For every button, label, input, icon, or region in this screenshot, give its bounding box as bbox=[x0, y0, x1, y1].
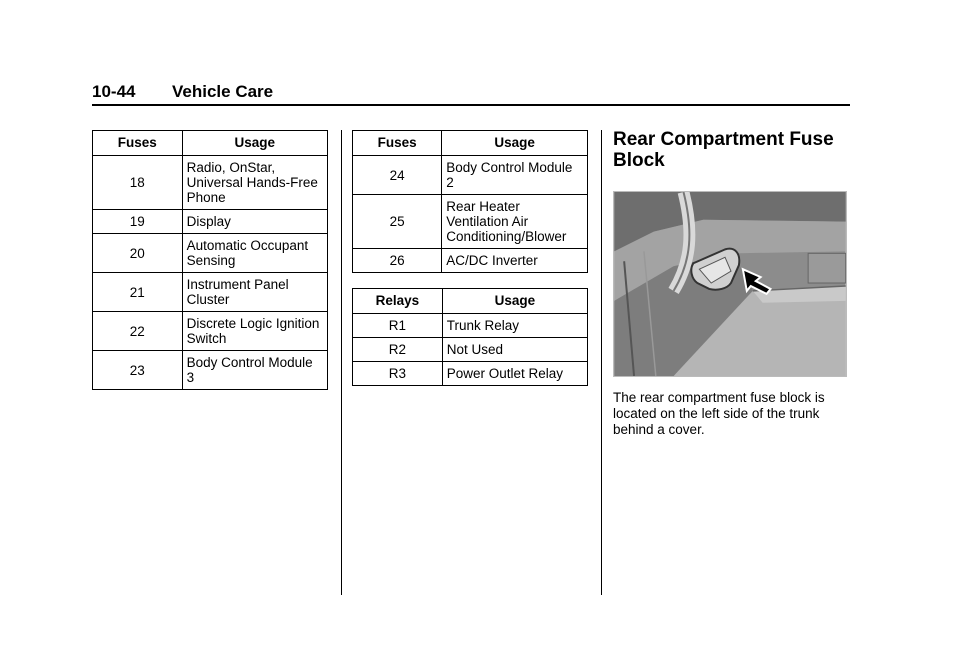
column-header-usage: Usage bbox=[182, 131, 327, 156]
row-usage-cell: Display bbox=[182, 210, 327, 234]
column-header-fuses: Fuses bbox=[93, 131, 183, 156]
column-header-relays: Relays bbox=[353, 289, 443, 314]
body-paragraph: The rear compartment fuse block is located on the left side of the trunk behind a cover. bbox=[613, 390, 825, 437]
table-row bbox=[93, 210, 328, 234]
row-number-cell: R1 bbox=[353, 314, 443, 338]
table-row bbox=[353, 362, 588, 386]
row-number-cell: 20 bbox=[93, 234, 183, 273]
table-row bbox=[353, 249, 588, 273]
column-divider-right bbox=[601, 130, 602, 595]
trunk-fuse-block-photo bbox=[613, 191, 847, 377]
row-number-cell: 23 bbox=[93, 351, 183, 390]
page-number: 10-44 bbox=[92, 82, 136, 101]
table-row bbox=[353, 195, 588, 249]
table-row bbox=[93, 234, 328, 273]
row-number-cell: 19 bbox=[93, 210, 183, 234]
table-row bbox=[93, 351, 328, 390]
column-header-fuses: Fuses bbox=[353, 131, 442, 156]
table-header-row bbox=[353, 289, 588, 314]
row-usage-cell: Body Control Module 3 bbox=[182, 351, 327, 390]
row-usage-cell: AC/DC Inverter bbox=[442, 249, 588, 273]
row-usage-cell: Automatic Occupant Sensing bbox=[182, 234, 327, 273]
row-usage-cell: Not Used bbox=[442, 338, 587, 362]
page-header bbox=[92, 82, 850, 104]
fuse-table-2 bbox=[352, 130, 588, 273]
column-divider-left bbox=[341, 130, 342, 595]
fuse-table-1 bbox=[92, 130, 328, 390]
row-number-cell: 26 bbox=[353, 249, 442, 273]
table-row bbox=[353, 156, 588, 195]
table-row bbox=[93, 312, 328, 351]
row-number-cell: 18 bbox=[93, 156, 183, 210]
row-usage-cell: Rear Heater Ventilation Air Conditioning/Blower bbox=[442, 195, 588, 249]
row-usage-cell: Radio, OnStar, Universal Hands-Free Phone bbox=[182, 156, 327, 210]
row-usage-cell: Discrete Logic Ignition Switch bbox=[182, 312, 327, 351]
table-header-row bbox=[353, 131, 588, 156]
row-usage-cell: Body Control Module 2 bbox=[442, 156, 588, 195]
row-usage-cell: Instrument Panel Cluster bbox=[182, 273, 327, 312]
section-title: Vehicle Care bbox=[172, 82, 274, 101]
row-number-cell: R3 bbox=[353, 362, 443, 386]
header-rule bbox=[92, 104, 850, 106]
column-header-usage: Usage bbox=[442, 289, 587, 314]
row-number-cell: 25 bbox=[353, 195, 442, 249]
table-row bbox=[353, 338, 588, 362]
table-row bbox=[353, 314, 588, 338]
table-row bbox=[93, 273, 328, 312]
section-heading: Rear Compartment Fuse Block bbox=[613, 129, 834, 171]
column-header-usage: Usage bbox=[442, 131, 588, 156]
row-usage-cell: Power Outlet Relay bbox=[442, 362, 587, 386]
row-number-cell: R2 bbox=[353, 338, 443, 362]
row-number-cell: 22 bbox=[93, 312, 183, 351]
table-header-row bbox=[93, 131, 328, 156]
relay-table bbox=[352, 288, 588, 386]
row-number-cell: 21 bbox=[93, 273, 183, 312]
row-usage-cell: Trunk Relay bbox=[442, 314, 587, 338]
table-row bbox=[93, 156, 328, 210]
row-number-cell: 24 bbox=[353, 156, 442, 195]
